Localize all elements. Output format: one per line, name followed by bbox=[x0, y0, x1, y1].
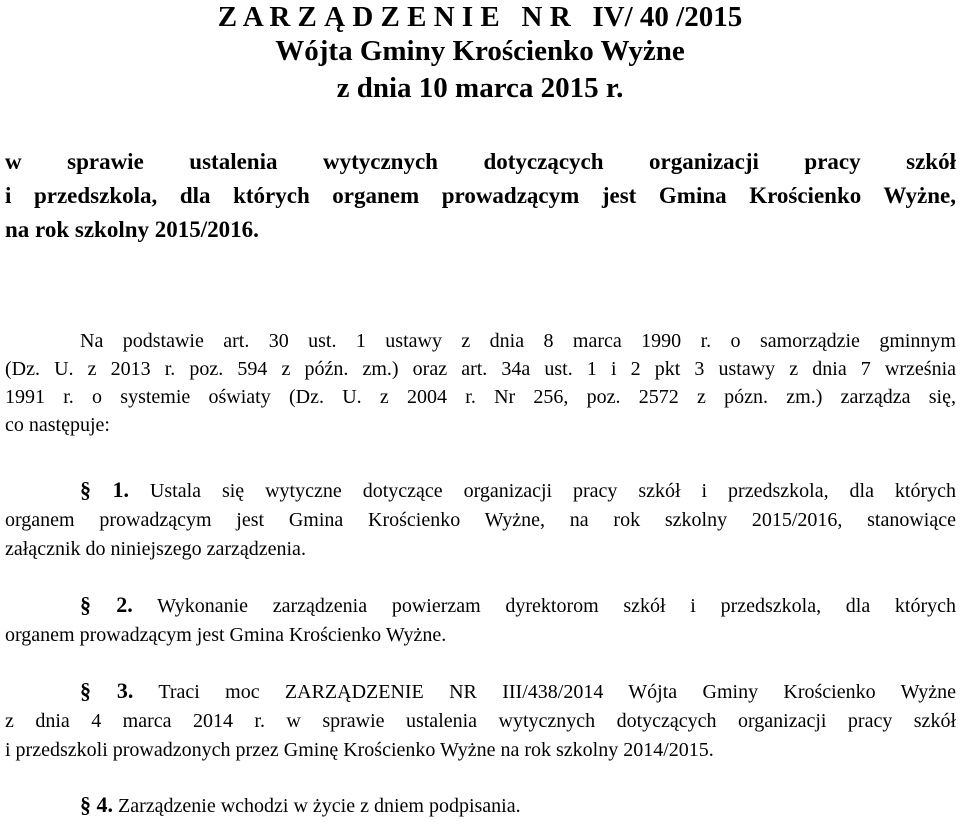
section-1-text-1: Ustala się wytyczne dotyczące organizacji pracy szkół i przedszkola, dla których bbox=[149, 480, 956, 502]
section-3-line-3: i przedszkoli prowadzonych przez Gminę Krościenko Wyżne na rok szkolny 2014/2015. bbox=[5, 739, 714, 761]
section-2-line-2: organem prowadzącym jest Gmina Krościenko Wyżne. bbox=[5, 624, 447, 646]
section-2-text-1: Wykonanie zarządzenia powierzam dyrektorom szkół i przedszkola, dla których bbox=[157, 595, 957, 617]
section-3-number: § 3. bbox=[80, 678, 134, 703]
section-2 bbox=[5, 590, 956, 650]
section-4-line-1 bbox=[5, 790, 956, 821]
section-4 bbox=[5, 790, 956, 821]
section-3 bbox=[5, 676, 956, 765]
section-2-number: § 2. bbox=[80, 592, 133, 617]
preamble-line-3: 1991 r. o systemie oświaty (Dz. U. z 2004 r. Nr 256, poz. 2572 z pózn. zm.) zarządza się, bbox=[5, 386, 956, 408]
section-2-line-1 bbox=[5, 590, 956, 621]
date-heading: z dnia 10 marca 2015 r. bbox=[336, 72, 624, 104]
subject-line-3: na rok szkolny 2015/2016. bbox=[5, 217, 259, 242]
legal-basis-paragraph bbox=[5, 327, 956, 439]
preamble-line-2: (Dz. U. z 2013 r. poz. 594 z późn. zm.) oraz art. 34a ust. 1 i 2 pkt 3 ustawy z dnia 7 września bbox=[5, 358, 956, 380]
section-3-text-1: Traci moc ZARZĄDZENIE NR III/438/2014 Wójta Gminy Krościenko Wyżne bbox=[158, 681, 957, 703]
preamble-line-1: Na podstawie art. 30 ust. 1 ustawy z dnia 8 marca 1990 r. o samorządzie gminnym bbox=[80, 330, 956, 352]
section-3-line-1 bbox=[5, 676, 956, 707]
section-4-number: § 4. bbox=[80, 792, 113, 817]
section-1-line-2: organem prowadzącym jest Gmina Krościenko Wyżne, na rok szkolny 2015/2016, stanowiące bbox=[5, 509, 956, 531]
subject-line-1: w sprawie ustalenia wytycznych dotyczących organizacji pracy szkół bbox=[5, 149, 956, 174]
section-3-line-2: z dnia 4 marca 2014 r. w sprawie ustalenia wytycznych dotyczących organizacji pracy szkół bbox=[5, 710, 956, 732]
preamble-line-4: co następuje: bbox=[5, 414, 110, 436]
section-4-text-1: Zarządzenie wchodzi w życie z dniem podpisania. bbox=[118, 795, 521, 817]
subject-line-2: i przedszkola, dla których organem prowadzącym jest Gmina Krościenko Wyżne, bbox=[5, 183, 956, 208]
section-1-number: § 1. bbox=[80, 477, 129, 502]
section-1 bbox=[5, 475, 956, 564]
issuer-heading: Wójta Gminy Krościenko Wyżne bbox=[275, 35, 685, 67]
section-1-line-3: załącznik do niniejszego zarządzenia. bbox=[5, 538, 306, 560]
section-1-line-1 bbox=[5, 475, 956, 506]
subject-block bbox=[5, 145, 956, 247]
ordinance-number-heading: Z A R Z Ą D Z E N I E N R IV/ 40 /2015 bbox=[217, 1, 743, 33]
